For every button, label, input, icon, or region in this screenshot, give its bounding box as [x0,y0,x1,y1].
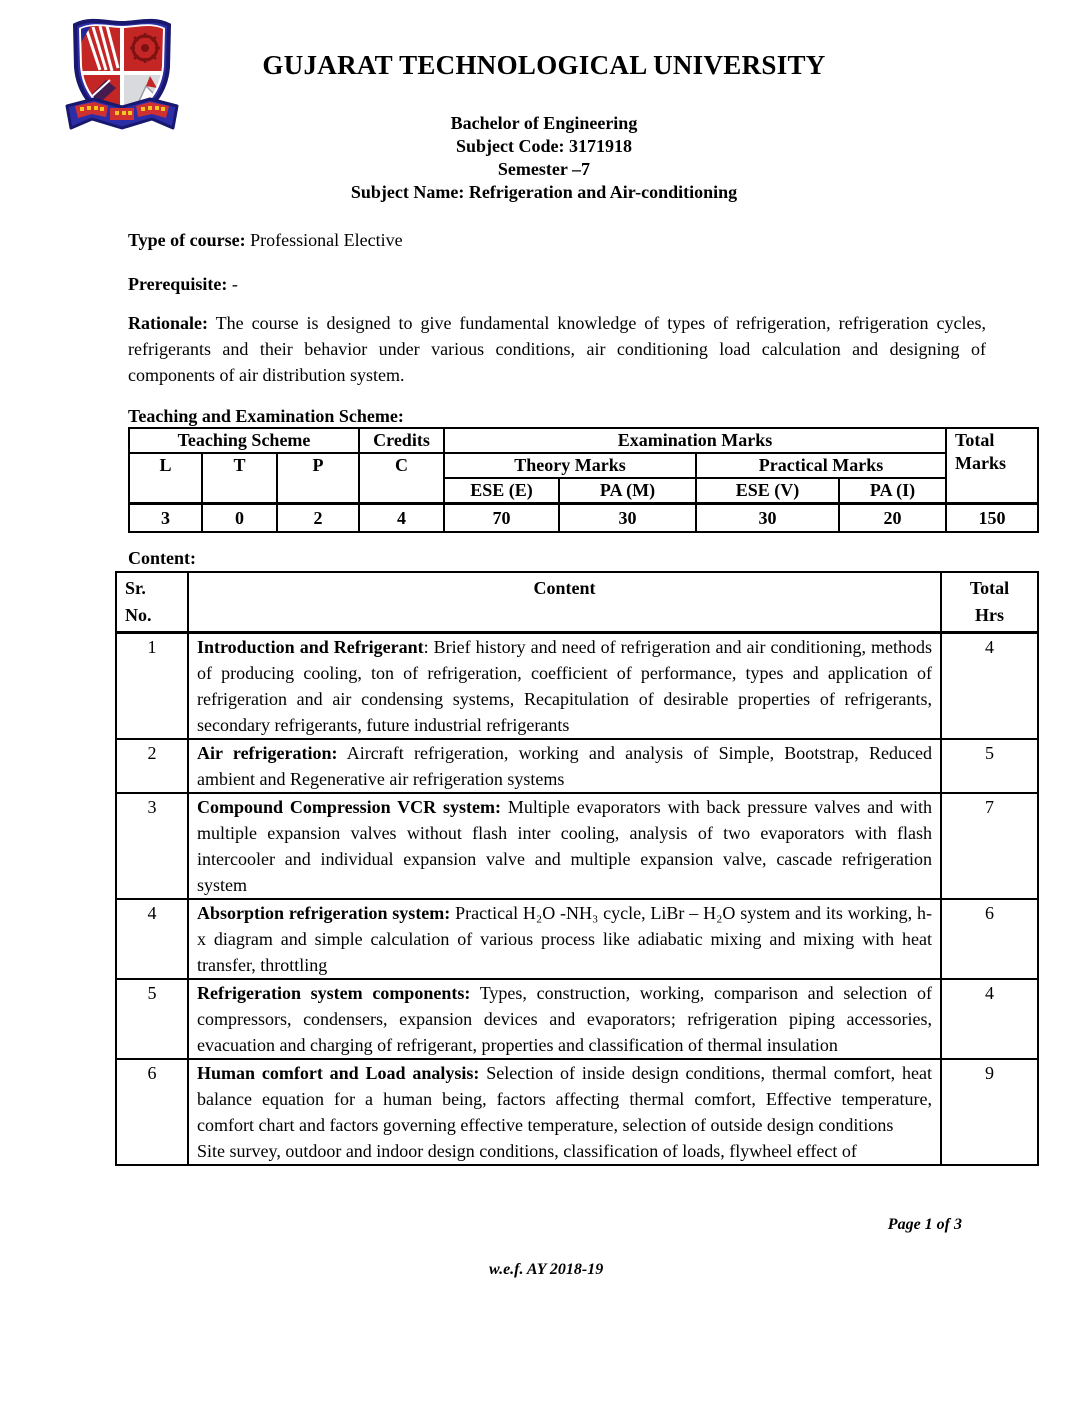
prerequisite-value: - [227,274,238,294]
theory-marks-header: Theory Marks [444,453,696,478]
row-paragraph-2: Site survey, outdoor and indoor design conditions, classification of loads, flywheel effect of [197,1141,857,1161]
row-sr: 5 [116,979,188,1059]
sr-header-line1: Sr. [125,578,146,598]
row-topic: Refrigeration system components: [197,983,471,1003]
program-name: Bachelor of Engineering [450,113,638,133]
value-pa-m: 30 [559,504,696,533]
credits-header: Credits [359,428,444,453]
subject-name: Subject Name: Refrigeration and Air-conditioning [350,182,738,202]
type-of-course-label: Type of course: [128,230,246,250]
row-content [188,739,941,793]
value-pa-i: 20 [839,504,946,533]
row-paragraph-1 [197,1060,932,1138]
row-content [188,793,941,899]
col-header-pa-i: PA (I) [839,478,946,504]
scheme-subgroup-header-row [129,453,1038,478]
row-hrs: 5 [941,739,1038,793]
value-T: 0 [202,504,277,533]
scheme-values-row [129,504,1038,533]
content-heading: Content: [128,548,196,568]
teaching-scheme-header: Teaching Scheme [129,428,359,453]
practical-marks-header: Practical Marks [696,453,946,478]
examination-marks-header: Examination Marks [444,428,946,453]
row-content [188,979,941,1059]
row-desc: Types, construction, working, comparison and selection of compressors, condensers, expansion devices and evaporators; refrigeration piping accessories, evacuation and charging of refrigerant, properties and classification of thermal insulation [197,983,932,1055]
scheme-group-header-row [129,428,1038,453]
col-header-P: P [277,453,359,504]
rationale-text: The course is designed to give fundamental knowledge of types of refrigeration, refrigeration cycles, refrigerants and their behavior under various conditions, air conditioning load calculation and designing of components of air distribution system. [128,313,986,385]
teaching-scheme-heading: Teaching and Examination Scheme: [128,406,404,426]
semester: Semester –7 [497,159,591,179]
value-total-marks: 150 [946,504,1038,533]
content-table [115,571,1039,1166]
col-header-C: C [359,453,444,504]
total-hrs-header [941,572,1038,633]
col-header-ese-e: ESE (E) [444,478,559,504]
table-row [116,899,1038,979]
row-hrs: 4 [941,633,1038,740]
page-number: Page 1 of 3 [887,1216,962,1233]
subject-code: Subject Code: 3171918 [456,136,632,156]
teaching-examination-scheme-table [128,427,1039,533]
page-title: GUJARAT TECHNOLOGICAL UNIVERSITY [262,50,826,80]
prerequisite-label: Prerequisite: [128,274,228,294]
row-desc: Selection of inside design conditions, thermal comfort, heat balance equation for a human being, factors affecting thermal comfort, Effective temperature, comfort chart and factors governing effective temperature, selection of outside design conditions [197,1063,932,1135]
row-content [188,899,941,979]
row-topic: Compound Compression VCR system: [197,797,502,817]
row-content [188,1059,941,1165]
col-header-T: T [202,453,277,504]
table-row [116,979,1038,1059]
prerequisite-line [128,272,238,296]
value-P: 2 [277,504,359,533]
table-row [116,793,1038,899]
row-topic: Human comfort and Load analysis: [197,1063,480,1083]
row-desc: Aircraft refrigeration, working and analysis of Simple, Bootstrap, Reduced ambient and Regenerative air refrigeration systems [197,743,933,789]
row-sr: 2 [116,739,188,793]
row-desc: Practical H₂O -NH₃ cycle, LiBr – H₂O system and its working, h-x diagram and simple calculation of various process like adiabatic mixing and mixing with heat transfer, throttling [197,903,933,975]
table-row [116,739,1038,793]
type-of-course-line [128,228,403,252]
value-ese-v: 30 [696,504,839,533]
sr-no-header [116,572,188,633]
value-C: 4 [359,504,444,533]
row-sr: 6 [116,1059,188,1165]
wef-note: w.e.f. AY 2018-19 [489,1261,604,1278]
value-L: 3 [129,504,202,533]
col-header-L: L [129,453,202,504]
row-topic: Air refrigeration: [197,743,338,763]
row-topic: Introduction and Refrigerant [197,637,424,657]
rationale-paragraph [128,310,986,388]
row-sr: 1 [116,633,188,740]
total-hrs-line2: Hrs [975,605,1004,625]
row-hrs: 7 [941,793,1038,899]
type-of-course-value: Professional Elective [245,230,403,250]
table-row [116,1059,1038,1165]
row-sr: 3 [116,793,188,899]
row-hrs: 6 [941,899,1038,979]
row-desc: : Brief history and need of refrigeration and air conditioning, methods of producing cooling, ton of refrigeration, coefficient of performance, types and application of refrigeration and air condensing systems, Recapitulation of desirable properties of refrigerants, secondary refrigerants, future industrial refrigerants [197,637,933,735]
row-content [188,633,941,740]
row-hrs: 9 [941,1059,1038,1165]
sr-header-line2: No. [125,605,152,625]
row-sr: 4 [116,899,188,979]
total-marks-header: Total Marks [946,428,1038,504]
total-hrs-line1: Total [969,578,1010,598]
subject-header-block [0,112,1088,204]
row-desc: Multiple evaporators with back pressure valves and with multiple expansion valves without flash inter cooling, analysis of two evaporators with flash intercooler and individual expansion valve and multiple expansion valve, cascade refrigeration system [197,797,933,895]
row-hrs: 4 [941,979,1038,1059]
content-header-row [116,572,1038,633]
value-ese-e: 70 [444,504,559,533]
col-header-ese-v: ESE (V) [696,478,839,504]
col-header-pa-m: PA (M) [559,478,696,504]
table-row [116,633,1038,740]
row-topic: Absorption refrigeration system: [197,903,451,923]
rationale-label: Rationale: [128,313,208,333]
content-col-header: Content [188,572,941,633]
